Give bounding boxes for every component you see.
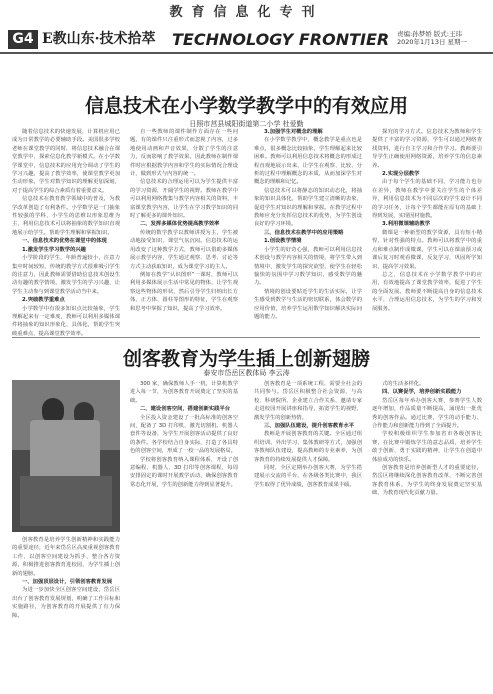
masthead-tagline — [0, 0, 493, 26]
subheading: 2.实现分层教学 — [382, 171, 420, 178]
paragraph: 学校积极组织学生参加省市各级创客比赛，在比赛中锻炼学生的意志品质，培养学生敢于创新、勇于实践的精神，让学生在创造中体验成功的快乐。 — [372, 431, 482, 463]
subheading: 二、发挥多媒体优势提高教学效率 — [140, 221, 220, 228]
article2-column-4 — [372, 380, 482, 498]
paragraph: 教师是开展创客教育的关键。全区通过组织培训、外出学习、集体教研等方式，加强创客教师队伍建设，提高教师的专业素养，为创客教育的持续发展提供人才保障。 — [254, 431, 362, 463]
subheading: 3.利用微课辅助教学 — [382, 221, 431, 228]
paragraph: 在小学数学教学中，概念教学是重点也是难点，很多概念比较抽象，学生理解起来比较困难。教师可以利用信息技术将概念的形成过程直观地展示出来，让学生在观察、比较、分析的过程中理解概念的本质，从而加深学生对概念的理解和记忆。 — [254, 137, 362, 186]
article1-column-1 — [12, 128, 120, 338]
article1-byline: 日照市莒县城阳街道第二小学 杜爱勤 — [189, 120, 304, 128]
paragraph: 创客教育是一项系统工程，需要全社会的共同参与。岱岳区积极整合社会资源，与高校、科研院所、企业建立合作关系，邀请专家走进校园开展讲座和指导，拓宽学生的视野，激发学生的创新热情。 — [254, 381, 362, 421]
paragraph: 微课是一种新型的教学资源，具有短小精悍、针对性强的特点。教师可以将教学中的重点和难点制作成微课，学生可以在课前预习或课后复习时观看微课，反复学习，巩固所学知识，提高学习效果。 — [372, 229, 482, 270]
paragraph: 传统的数学教学以教师讲授为主，学生被动地接受知识，课堂气氛沉闷。信息技术的运用改变了这种教学方式，教师可以借助多媒体展示教学内容，学生通过观察、思考、讨论等方式主动获取知识，成为课堂学习的主人。 — [130, 229, 238, 270]
article2-photo — [12, 380, 120, 532]
subheading: 四、以赛促学，培养创新实践能力 — [382, 389, 462, 396]
subheading: 一、加强顶层设计，引领创客教育发展 — [22, 579, 113, 586]
article1-column-4 — [372, 128, 482, 313]
article1-column-3 — [254, 128, 362, 321]
paragraph: 小学生的好奇心强，教师可以利用信息技术创设与教学内容相关的情境，将学生带入到情境中，激发学生的探究欲望，使学生在轻松愉快的氛围中学习数学知识，感受数学的魅力。 — [254, 246, 362, 287]
subheading: 2.突破教学重难点 — [22, 297, 65, 304]
paragraph: 信息技术在教育教学领域中的普及，为教学改革创造了有利条件。小学数学是一门抽象性较强的学科，小学生的思维以形象思维为主，利用信息技术可以将抽象的数学知识直观地展示给学生，帮助学生理解和掌握知识。 — [12, 196, 120, 236]
subheading: 二、建设创客空间，搭建创新实践平台 — [140, 406, 231, 413]
paragraph: 式的生活多样化。 — [382, 381, 425, 387]
subheading: 3.加强学生对概念的理解 — [264, 129, 323, 135]
editor-line: 责编:孙梦娇 版式:王玮 — [397, 30, 462, 38]
article2-title: 创客教育为学生插上创新翅膀 — [122, 348, 370, 370]
section-title-cn: E教山东·技术拾萃 — [42, 31, 156, 47]
photo-device — [30, 420, 100, 480]
article-separator — [12, 337, 480, 338]
paragraph: 小学阶段的学生，年龄普遍较小，注意力集中时间较短，传统的教学方式很难吸引学生的注意力，因此教师需要借助信息技术创设生动有趣的教学情境，激发学生的学习兴趣，让学生主动参与到课堂教学活动当中来。 — [12, 255, 120, 295]
paragraph: 为进一步加快全区创客空间建设，岱岳区出台了创客教育发展规划，明确了工作目标和实施路径，为创客教育的开展提供了有力保障。 — [12, 587, 120, 619]
paragraph: 全区投入资金建设了一批高标准的创客空间，配备了 3D 打印机、激光切割机、机器人套件等设备，为学生开展创客活动提供了良好的条件。各学校结合自身实际，打造了各具特色的创客空间，形成了一校一品的发展格局。 — [130, 414, 238, 455]
subheading: 1.激发学生学习数学的兴趣 — [22, 246, 86, 253]
article2-column-1 — [12, 536, 120, 620]
paragraph: 学校将创客教育纳入课程体系，开设了创意编程、机器人、3D 打印等创客课程，每周安排固定的课时开展教学活动，确保创客教育常态化开展，学生的创新能力得到显著提升。 — [130, 456, 238, 488]
paragraph: 自一些教师的课件制作方面存在一些问题，有的课件只注重形式而忽视了内容，过多地使用动画和声音效果，分散了学生的注意力，反而影响了教学效果。因此教师在制作课件时应根据教学内容和学生的实际情况合理设计，做到形式与内容的统一。 — [130, 129, 238, 178]
paragraph: 同时，全区定期举办创客大赛，为学生搭建展示交流的平台，在各级各类比赛中，我区学生取得了优异成绩，创客教育成果丰硕。 — [254, 465, 362, 488]
article2-column-2 — [130, 380, 238, 489]
paragraph: 情境的创设要贴近学生的生活实际，让学生感受到数学与生活的密切联系，体会数学的应用价值，培养学生运用数学知识解决实际问题的能力。 — [254, 288, 362, 320]
section-title-en: TECHNOLOGY FRONTIER — [172, 30, 390, 49]
article2-column-3 — [254, 380, 362, 489]
subheading: 一、信息技术的优势在课堂中的体现 — [22, 238, 107, 245]
subheading: 三、加强队伍建设，提升创客教育水平 — [264, 423, 355, 430]
subheading: 1.创设教学情境 — [264, 238, 302, 245]
paragraph: 300 家，确保教师人手一机，计算机教学进入每一节，为创客教育开展奠定了坚实的基础。 — [130, 381, 238, 404]
article1-title: 信息技术在小学数学教学中的有效应用 — [84, 95, 408, 117]
paragraph: 由于每个学生的基础不同，学习能力也存在差异，教师在教学中要关注学生的个体差异，利用信息技术为不同层次的学生设计不同的学习任务，让每个学生都能在原有的基础上得到发展，实现因材施教。 — [372, 179, 482, 220]
subheading: 三、信息技术在教学中的应用策略 — [264, 229, 344, 236]
tagline-text: 教育信息化专刊 — [169, 5, 324, 20]
paragraph: 总之，信息技术在小学数学教学中的应用，有效地提高了课堂教学效率，促进了学生的全面发展。教师要不断提高自身的信息技术水平，合理运用信息技术，为学生的学习和发展服务。 — [372, 271, 482, 312]
date-line: 2020年1月13日 星期一 — [397, 38, 468, 46]
page-number-badge: G4 — [8, 30, 38, 49]
paragraph: 随着信息技术的快速发展，计算机应用已成为日常教学的必要辅助手段。美国很多学校老师在课堂教学的同时，将信息技术融合在课堂教学中，探索信息化教学新模式。在小学数学课堂中，信息技术的应用充分调动了学生的学习兴趣，提高了教学效率，使课堂教学更加生动形象，学生对数学知识的理解更加深刻，对于提高学生的综合素质有着重要意义。 — [12, 129, 120, 194]
paragraph: 信息技术的合理运用可以为学生提供丰富的学习资源，开阔学生的视野。教师在教学中可以利用网络搜集与教学内容相关的资料，丰富课堂教学内容，让学生在学习数学知识的同时了解更多的课外知识。 — [130, 179, 238, 220]
photo-table — [20, 476, 112, 526]
article1-column-2 — [130, 128, 238, 313]
paragraph: 小学数学中有很多知识点比较抽象，学生理解起来有一定难度，教师可以利用多媒体课件将抽象的知识形象化、具体化，帮助学生突破重难点，提高课堂教学效率。 — [12, 305, 120, 337]
paragraph: 信息技术可以将静态的知识动态化，将抽象的知识具体化，帮助学生建立清晰的表象，促进学生对知识的理解和掌握。在教学过程中教师应充分发挥信息技术的优势，为学生创设良好的学习环境。 — [254, 187, 362, 228]
paragraph: 岱岳区每年举办创客大赛，参赛学生人数逐年增加，作品质量不断提高，涌现出一批优秀的创客作品。通过比赛，学生的动手能力、合作能力和创新能力得到了全面提升。 — [372, 397, 482, 430]
paragraph: 例如在教学“认识图形”一课时，教师可以利用多媒体展示生活中常见的物体，让学生观察这些物体的形状，然后引导学生归纳出长方体、正方体、圆柱等图形的特征，学生在观察和思考中掌握了知识，提高了学习效率。 — [130, 271, 238, 312]
header-rule — [0, 52, 493, 54]
article2-byline: 泰安市岱岳区教体局 李云涛 — [203, 369, 290, 377]
issue-meta — [397, 30, 467, 46]
paragraph: 探究的学习方式。信息技术为教师和学生提供了丰富的学习资源，学生可以通过网络查找资料，进行自主学习和合作学习。教师要引导学生正确使用网络资源，培养学生的信息素养。 — [372, 129, 482, 169]
paragraph: 创客教育是培养学生创新精神和实践能力的重要途径，近年来岱岳区高度重视创客教育工作，以创客空间建设为抓手，整合各方资源，积极推进创客教育进校园，为学生插上创新的翅膀。 — [12, 537, 120, 577]
paragraph: 创客教育是培养创新型人才的重要途径，岱岳区将继续深化创客教育改革，不断完善创客教育体系，为学生的终身发展奠定坚实基础，为教育现代化贡献力量。 — [372, 465, 482, 497]
